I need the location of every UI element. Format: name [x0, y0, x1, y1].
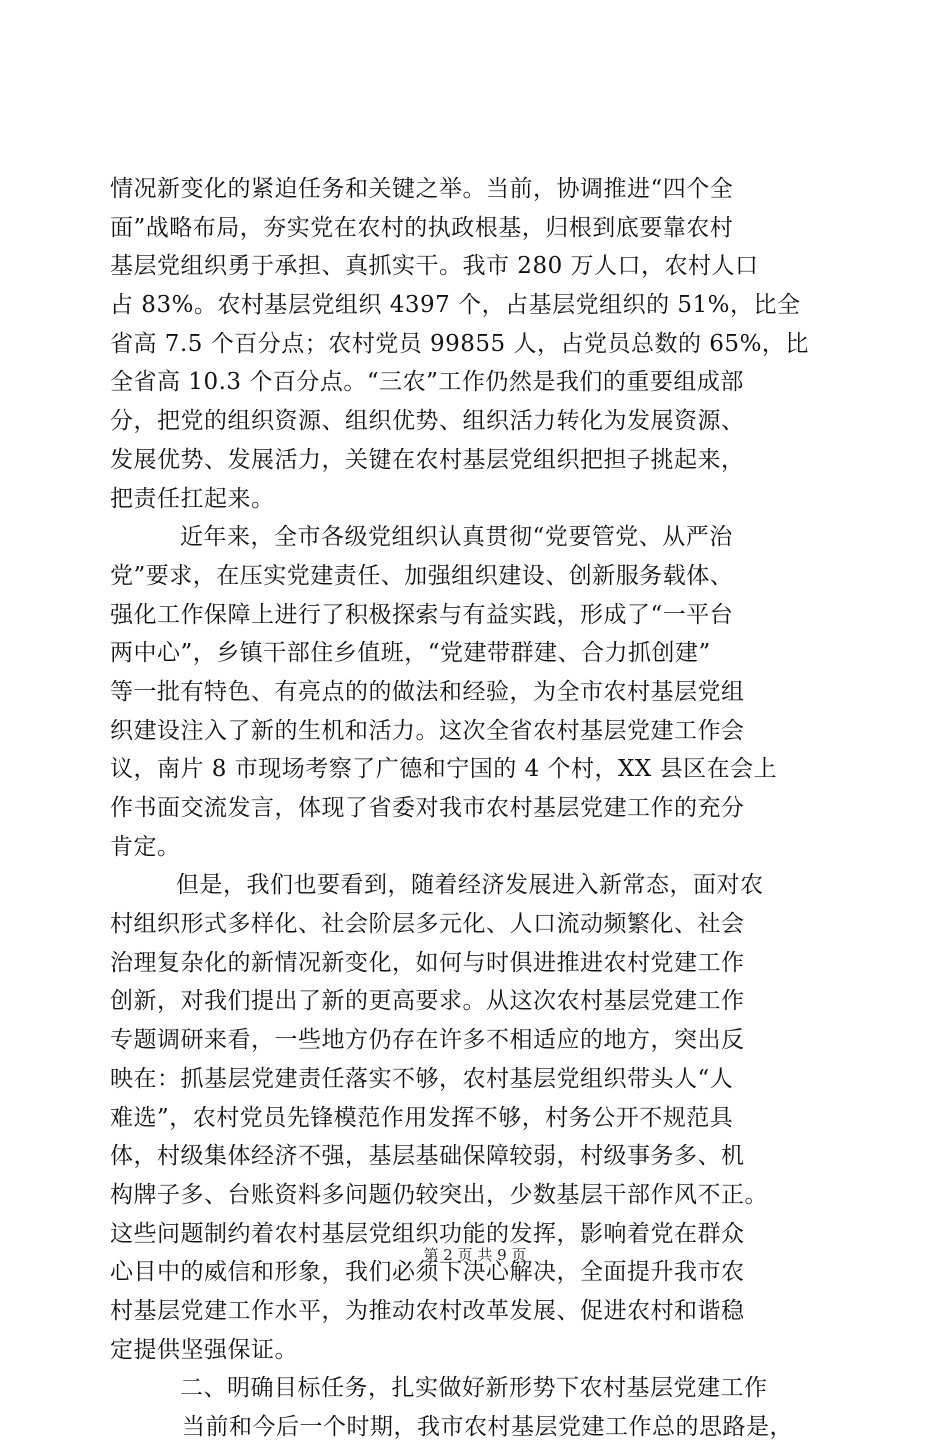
text-line: 两中心”，乡镇干部住乡值班，“党建带群建、合力抓创建”	[110, 640, 711, 667]
page-number-footer: 第 2 页 共 9 页	[423, 1246, 527, 1264]
paragraph	[110, 1408, 845, 1447]
text-line: 心目中的威信和形象，我们必须下决心解决，全面提升我市农	[110, 1259, 745, 1286]
text-line: 治理复杂化的新情况新变化，如何与时俱进推进农村党建工作	[110, 949, 745, 976]
text-line: 肯定。	[110, 833, 181, 860]
text-line: 映在：抓基层党建责任落实不够，农村基层党组织带头人“人	[110, 1065, 734, 1092]
text-line: 专题调研来看，一些地方仍存在许多不相适应的地方，突出反	[110, 1027, 745, 1054]
text-line: 构牌子多、台账资料多问题仍较突出，少数基层干部作风不正。	[110, 1181, 768, 1208]
text-line: 议，南片 8 市现场考察了广德和宁国的 4 个村，XX 县区在会上	[110, 756, 778, 783]
text-line: 村组织形式多样化、社会阶层多元化、人口流动频繁化、社会	[110, 911, 745, 938]
text-line: 织建设注入了新的生机和活力。这次全省农村基层党建工作会	[110, 717, 745, 744]
text-line: 但是，我们也要看到，随着经济发展进入新常态，面对农	[176, 872, 764, 899]
section-heading: 二、明确目标任务，扎实做好新形势下农村基层党建工作	[180, 1375, 768, 1402]
text-line: 党”要求，在压实党建责任、加强组织建设、创新服务载体、	[110, 562, 734, 589]
text-line: 定提供坚强保证。	[110, 1336, 298, 1363]
paragraph	[110, 518, 845, 866]
text-line: 面”战略布局，夯实党在农村的执政根基，归根到底要靠农村	[110, 214, 734, 241]
text-line: 强化工作保障上进行了积极探索与有益实践，形成了“一平台	[110, 601, 734, 628]
text-line: 发展优势、发展活力，关键在农村基层党组织把担子挑起来，	[110, 446, 745, 473]
text-line: 分，把党的组织资源、组织优势、组织活力转化为发展资源、	[110, 408, 745, 435]
text-line: 情况新变化的紧迫任务和关键之举。当前，协调推进“四个全	[110, 176, 734, 202]
paragraph	[110, 866, 845, 1369]
text-line: 等一批有特色、有亮点的的做法和经验，为全市农村基层党组	[110, 678, 745, 705]
text-line: 近年来，全市各级党组织认真贯彻“党要管党、从严治	[180, 524, 733, 551]
text-line: 占 83%。农村基层党组织 4397 个，占基层党组织的 51%，比全	[110, 292, 801, 319]
text-line: 难选”，农村党员先锋模范作用发挥不够，村务公开不规范具	[110, 1104, 734, 1131]
text-line: 省高 7.5 个百分点；农村党员 99855 人，占党员总数的 65%，比	[110, 330, 809, 357]
text-line: 当前和今后一个时期，我市农村基层党建工作总的思路是，	[182, 1414, 793, 1440]
text-line: 把责任扛起来。	[110, 485, 275, 512]
paragraph	[110, 170, 845, 518]
text-line: 作书面交流发言，体现了省委对我市农村基层党建工作的充分	[110, 795, 745, 821]
text-line: 村基层党建工作水平，为推动农村改革发展、促进农村和谐稳	[110, 1297, 745, 1324]
text-line: 全省高 10.3 个百分点。“三农”工作仍然是我们的重要组成部	[110, 369, 744, 396]
text-line: 体，村级集体经济不强，基层基础保障较弱，村级事务多、机	[110, 1143, 745, 1170]
text-line: 基层党组织勇于承担、真抓实干。我市 280 万人口，农村人口	[110, 253, 759, 280]
text-line: 这些问题制约着农村基层党组织功能的发挥，影响着党在群众	[110, 1220, 745, 1247]
text-line: 创新，对我们提出了新的更高要求。从这次农村基层党建工作	[110, 988, 745, 1015]
